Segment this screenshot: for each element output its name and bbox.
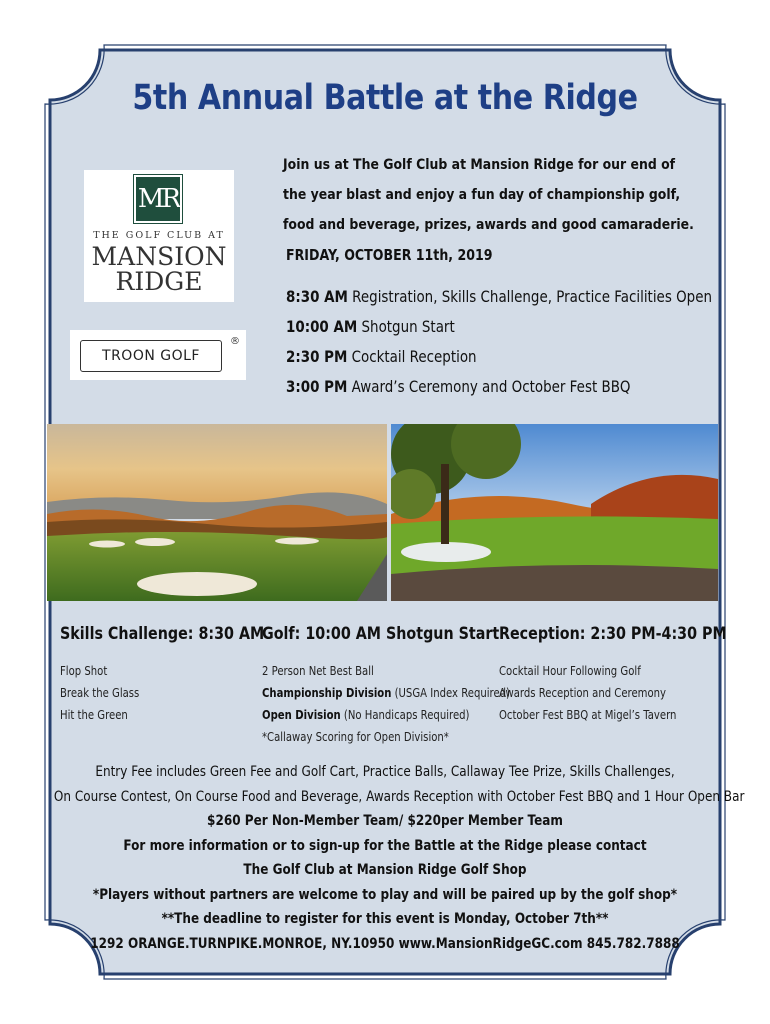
schedule-text: Shotgun Start — [357, 317, 455, 336]
column-item: Break the Glass — [60, 686, 140, 700]
deadline-line: **The deadline to register for this event is Monday, October 7th** — [161, 911, 609, 927]
schedule-time: 10:00 AM — [286, 317, 358, 336]
column-heading: Reception: 2:30 PM-4:30 PM — [499, 624, 727, 644]
logo-word-mansion: MANSION — [91, 242, 227, 271]
skills-challenge-column — [60, 624, 264, 726]
pricing-line: $260 Per Non-Member Team/ $220per Member Team — [207, 813, 563, 829]
column-item: Awards Reception and Ceremony — [499, 686, 667, 700]
column-heading: Golf: 10:00 AM Shotgun Start — [262, 624, 500, 644]
column-item: October Fest BBQ at Migel’s Tavern — [499, 708, 677, 722]
schedule — [286, 282, 712, 402]
reception-column — [499, 624, 727, 726]
schedule-text: Registration, Skills Challenge, Practice Facilities Open — [347, 287, 712, 306]
info-line: For more information or to sign-up for the Battle at the Ridge please contact — [123, 837, 647, 854]
troon-wordmark: TROON GOLF — [80, 340, 222, 372]
schedule-time: 2:30 PM — [286, 347, 348, 366]
schedule-time: 8:30 AM — [286, 287, 348, 306]
flyer-title: 5th Annual Battle at the Ridge — [132, 78, 638, 118]
golf-course-photo-left — [47, 424, 387, 601]
item-text: *Callaway Scoring for Open Division* — [262, 730, 449, 744]
schedule-text: Award’s Ceremony and October Fest BBQ — [347, 377, 631, 396]
mansion-ridge-logo — [84, 170, 234, 302]
column-item — [262, 660, 510, 682]
intro-line: Join us at The Golf Club at Mansion Ridge for our end of — [283, 157, 676, 173]
column-item: Hit the Green — [60, 708, 128, 722]
registered-mark: ® — [230, 336, 240, 347]
intro-line: food and beverage, prizes, awards and good camaraderie. — [283, 217, 694, 233]
item-bold: Open Division — [262, 708, 341, 722]
item-text: 2 Person Net Best Ball — [262, 664, 374, 678]
column-item: Cocktail Hour Following Golf — [499, 664, 641, 678]
column-item — [262, 726, 510, 748]
golf-course-photo-right — [391, 424, 718, 601]
info-line: The Golf Club at Mansion Ridge Golf Shop — [243, 862, 527, 878]
item-text: (No Handicaps Required) — [340, 708, 470, 722]
logo-word-ridge: RIDGE — [115, 267, 203, 296]
schedule-row — [286, 372, 706, 402]
logo-subtitle: THE GOLF CLUB AT — [93, 230, 225, 241]
schedule-time: 3:00 PM — [286, 377, 348, 396]
column-item — [262, 704, 510, 726]
contact-line: 1292 ORANGE.TURNPIKE.MONROE, NY.10950 www.MansionRidgeGC.com 845.782.7888 — [90, 935, 680, 952]
partners-note: *Players without partners are welcome to play and will be paired up by the golf shop* — [92, 886, 678, 903]
column-item: Flop Shot — [60, 664, 108, 678]
mr-monogram: MR — [134, 175, 182, 223]
entry-fee-line: Entry Fee includes Green Fee and Golf Cart, Practice Balls, Callaway Tee Prize, Skills Challenges, — [95, 764, 675, 780]
footer-info — [0, 760, 770, 956]
column-item — [262, 682, 510, 704]
entry-fee-line: On Course Contest, On Course Food and Beverage, Awards Reception with October Fest BBQ and 1 Hour Open Bar — [53, 788, 745, 805]
intro-line: the year blast and enjoy a fun day of championship golf, — [283, 187, 681, 203]
troon-golf-logo — [70, 330, 246, 380]
event-date: FRIDAY, OCTOBER 11th, 2019 — [286, 246, 493, 264]
schedule-row — [286, 282, 712, 312]
intro-paragraph — [283, 150, 704, 240]
schedule-text: Cocktail Reception — [347, 347, 477, 366]
schedule-row — [286, 342, 706, 372]
item-text: (USGA Index Required) — [391, 686, 510, 700]
schedule-row — [286, 312, 706, 342]
item-bold: Championship Division — [262, 686, 392, 700]
golf-column — [262, 624, 510, 748]
column-heading: Skills Challenge: 8:30 AM — [60, 624, 265, 644]
